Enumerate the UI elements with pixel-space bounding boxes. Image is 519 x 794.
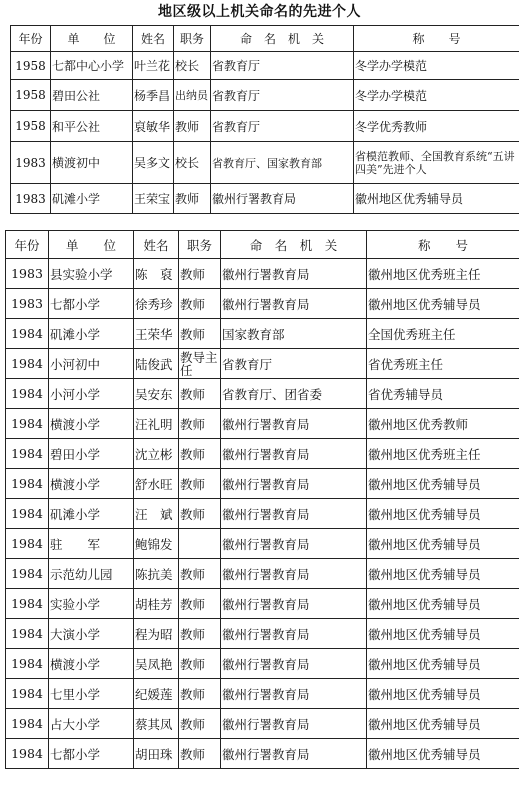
cell-honor: 全国优秀班主任	[367, 319, 519, 349]
cell-position: 教师	[179, 469, 221, 499]
table-row	[6, 709, 519, 739]
cell-position	[179, 529, 221, 559]
cell-year: 1958	[11, 52, 51, 80]
table-row	[6, 379, 519, 409]
cell-year: 1983	[6, 289, 49, 319]
cell-unit: 七都小学	[49, 739, 134, 769]
cell-agency: 省教育厅	[211, 52, 354, 80]
cell-name: 裒敏华	[133, 111, 174, 142]
cell-name: 沈立彬	[134, 439, 179, 469]
cell-honor: 省优秀辅导员	[367, 379, 519, 409]
cell-unit: 县实验小学	[49, 259, 134, 289]
cell-name: 王荣宝	[133, 184, 174, 214]
cell-year: 1983	[6, 259, 49, 289]
honors-table-1	[10, 25, 519, 214]
cell-agency: 徽州行署教育局	[211, 184, 354, 214]
cell-agency: 徽州行署教育局	[221, 619, 367, 649]
table-row	[6, 499, 519, 529]
cell-honor: 徽州地区优秀班主任	[367, 439, 519, 469]
cell-agency: 省教育厅、国家教育部	[211, 142, 354, 184]
cell-year: 1984	[6, 529, 49, 559]
cell-year: 1984	[6, 319, 49, 349]
table-row	[6, 649, 519, 679]
header-year: 年份	[6, 231, 49, 259]
table-row	[6, 349, 519, 379]
header-name: 姓名	[134, 231, 179, 259]
cell-position: 教师	[179, 379, 221, 409]
cell-agency: 徽州行署教育局	[221, 469, 367, 499]
cell-year: 1983	[11, 142, 51, 184]
cell-year: 1984	[6, 619, 49, 649]
cell-unit: 驻 军	[49, 529, 134, 559]
cell-position: 出纳员	[174, 80, 211, 111]
table-row	[11, 52, 519, 80]
cell-agency: 省教育厅、团省委	[221, 379, 367, 409]
cell-agency: 徽州行署教育局	[221, 289, 367, 319]
table-row	[6, 619, 519, 649]
cell-unit: 七都中心小学	[51, 52, 133, 80]
cell-name: 蔡其凤	[134, 709, 179, 739]
cell-position: 教师	[179, 289, 221, 319]
cell-unit: 七里小学	[49, 679, 134, 709]
table-row	[11, 111, 519, 142]
cell-unit: 小河初中	[49, 349, 134, 379]
cell-honor: 徽州地区优秀辅导员	[367, 289, 519, 319]
cell-agency: 徽州行署教育局	[221, 739, 367, 769]
table-row	[11, 80, 519, 111]
cell-position: 教师	[179, 649, 221, 679]
cell-name: 胡桂芳	[134, 589, 179, 619]
cell-honor: 徽州地区优秀辅导员	[367, 649, 519, 679]
cell-honor: 冬学办学模范	[354, 52, 519, 80]
cell-name: 陆俊武	[134, 349, 179, 379]
cell-position: 教师	[179, 319, 221, 349]
cell-agency: 徽州行署教育局	[221, 559, 367, 589]
cell-name: 徐秀珍	[134, 289, 179, 319]
cell-unit: 矶滩小学	[49, 319, 134, 349]
cell-unit: 碧田小学	[49, 439, 134, 469]
header-honor: 称 号	[367, 231, 519, 259]
cell-year: 1984	[6, 409, 49, 439]
cell-unit: 大演小学	[49, 619, 134, 649]
cell-name: 王荣华	[134, 319, 179, 349]
cell-honor: 省模范教师、全国教育系统“五讲四美”先进个人	[354, 142, 519, 184]
cell-year: 1984	[6, 739, 49, 769]
cell-agency: 徽州行署教育局	[221, 529, 367, 559]
table-row	[6, 289, 519, 319]
header-name: 姓名	[133, 26, 174, 52]
cell-year: 1984	[6, 379, 49, 409]
cell-honor: 徽州地区优秀辅导员	[367, 739, 519, 769]
cell-unit: 小河小学	[49, 379, 134, 409]
cell-honor: 徽州地区优秀班主任	[367, 259, 519, 289]
cell-unit: 和平公社	[51, 111, 133, 142]
cell-honor: 徽州地区优秀辅导员	[367, 679, 519, 709]
cell-name: 吴凤艳	[134, 649, 179, 679]
cell-unit: 矶滩小学	[49, 499, 134, 529]
cell-honor: 徽州地区优秀辅导员	[367, 469, 519, 499]
cell-position: 校长	[174, 142, 211, 184]
cell-agency: 徽州行署教育局	[221, 679, 367, 709]
cell-unit: 碧田公社	[51, 80, 133, 111]
header-agency: 命 名 机 关	[211, 26, 354, 52]
cell-honor: 徽州地区优秀辅导员	[367, 529, 519, 559]
cell-name: 程为昭	[134, 619, 179, 649]
cell-unit: 矶滩小学	[51, 184, 133, 214]
cell-position: 教师	[179, 739, 221, 769]
cell-agency: 省教育厅	[221, 349, 367, 379]
cell-year: 1958	[11, 80, 51, 111]
cell-name: 舒水旺	[134, 469, 179, 499]
cell-position: 教师	[179, 589, 221, 619]
cell-agency: 徽州行署教育局	[221, 259, 367, 289]
table-row	[6, 559, 519, 589]
cell-honor: 徽州地区优秀辅导员	[367, 559, 519, 589]
cell-name: 吴多文	[133, 142, 174, 184]
cell-name: 鲍锦发	[134, 529, 179, 559]
cell-name: 杨季昌	[133, 80, 174, 111]
cell-year: 1984	[6, 589, 49, 619]
cell-unit: 实验小学	[49, 589, 134, 619]
cell-position: 教师	[174, 184, 211, 214]
cell-agency: 省教育厅	[211, 80, 354, 111]
cell-name: 陈 裒	[134, 259, 179, 289]
header-unit: 单 位	[51, 26, 133, 52]
header-position: 职务	[174, 26, 211, 52]
cell-position: 教导主任	[179, 349, 221, 379]
cell-agency: 国家教育部	[221, 319, 367, 349]
header-unit: 单 位	[49, 231, 134, 259]
header-agency: 命 名 机 关	[221, 231, 367, 259]
cell-honor: 省优秀班主任	[367, 349, 519, 379]
cell-agency: 徽州行署教育局	[221, 439, 367, 469]
table-header-row	[6, 231, 519, 259]
cell-honor: 冬学办学模范	[354, 80, 519, 111]
cell-position: 教师	[174, 111, 211, 142]
table-row	[6, 439, 519, 469]
cell-year: 1984	[6, 499, 49, 529]
cell-agency: 徽州行署教育局	[221, 589, 367, 619]
table-row	[6, 589, 519, 619]
cell-name: 纪媛莲	[134, 679, 179, 709]
table-row	[6, 739, 519, 769]
cell-name: 汪 斌	[134, 499, 179, 529]
table-header-row	[11, 26, 519, 52]
cell-agency: 徽州行署教育局	[221, 709, 367, 739]
cell-position: 教师	[179, 559, 221, 589]
cell-unit: 七都小学	[49, 289, 134, 319]
cell-name: 叶兰花	[133, 52, 174, 80]
cell-honor: 徽州地区优秀辅导员	[367, 619, 519, 649]
table-row	[6, 409, 519, 439]
cell-position: 教师	[179, 439, 221, 469]
cell-year: 1984	[6, 469, 49, 499]
cell-position: 教师	[179, 619, 221, 649]
cell-position: 教师	[179, 499, 221, 529]
table-row	[6, 679, 519, 709]
page-title: 地区级以上机关命名的先进个人	[158, 4, 361, 20]
cell-agency: 徽州行署教育局	[221, 649, 367, 679]
table-row	[6, 529, 519, 559]
cell-unit: 横渡初中	[51, 142, 133, 184]
cell-honor: 徽州地区优秀辅导员	[367, 589, 519, 619]
cell-agency: 徽州行署教育局	[221, 499, 367, 529]
cell-position: 教师	[179, 259, 221, 289]
table-row	[11, 184, 519, 214]
table-row	[6, 259, 519, 289]
cell-year: 1983	[11, 184, 51, 214]
table-row	[6, 319, 519, 349]
header-year: 年份	[11, 26, 51, 52]
cell-honor: 徽州地区优秀教师	[367, 409, 519, 439]
cell-year: 1958	[11, 111, 51, 142]
cell-name: 陈抗美	[134, 559, 179, 589]
cell-unit: 示范幼儿园	[49, 559, 134, 589]
honors-table-2	[5, 230, 519, 769]
cell-honor: 徽州地区优秀辅导员	[367, 499, 519, 529]
cell-position: 教师	[179, 709, 221, 739]
cell-name: 胡田珠	[134, 739, 179, 769]
cell-name: 吴安东	[134, 379, 179, 409]
table-row	[11, 142, 519, 184]
cell-unit: 横渡小学	[49, 649, 134, 679]
cell-position: 校长	[174, 52, 211, 80]
cell-year: 1984	[6, 679, 49, 709]
cell-position: 教师	[179, 679, 221, 709]
cell-year: 1984	[6, 649, 49, 679]
cell-honor: 冬学优秀教师	[354, 111, 519, 142]
cell-unit: 占大小学	[49, 709, 134, 739]
cell-year: 1984	[6, 439, 49, 469]
cell-honor: 徽州地区优秀辅导员	[354, 184, 519, 214]
cell-unit: 横渡小学	[49, 469, 134, 499]
cell-agency: 省教育厅	[211, 111, 354, 142]
cell-agency: 徽州行署教育局	[221, 409, 367, 439]
cell-unit: 横渡小学	[49, 409, 134, 439]
cell-year: 1984	[6, 709, 49, 739]
cell-honor: 徽州地区优秀辅导员	[367, 709, 519, 739]
cell-position: 教师	[179, 409, 221, 439]
header-position: 职务	[179, 231, 221, 259]
cell-year: 1984	[6, 349, 49, 379]
header-honor: 称 号	[354, 26, 519, 52]
table-row	[6, 469, 519, 499]
cell-name: 汪礼明	[134, 409, 179, 439]
cell-year: 1984	[6, 559, 49, 589]
